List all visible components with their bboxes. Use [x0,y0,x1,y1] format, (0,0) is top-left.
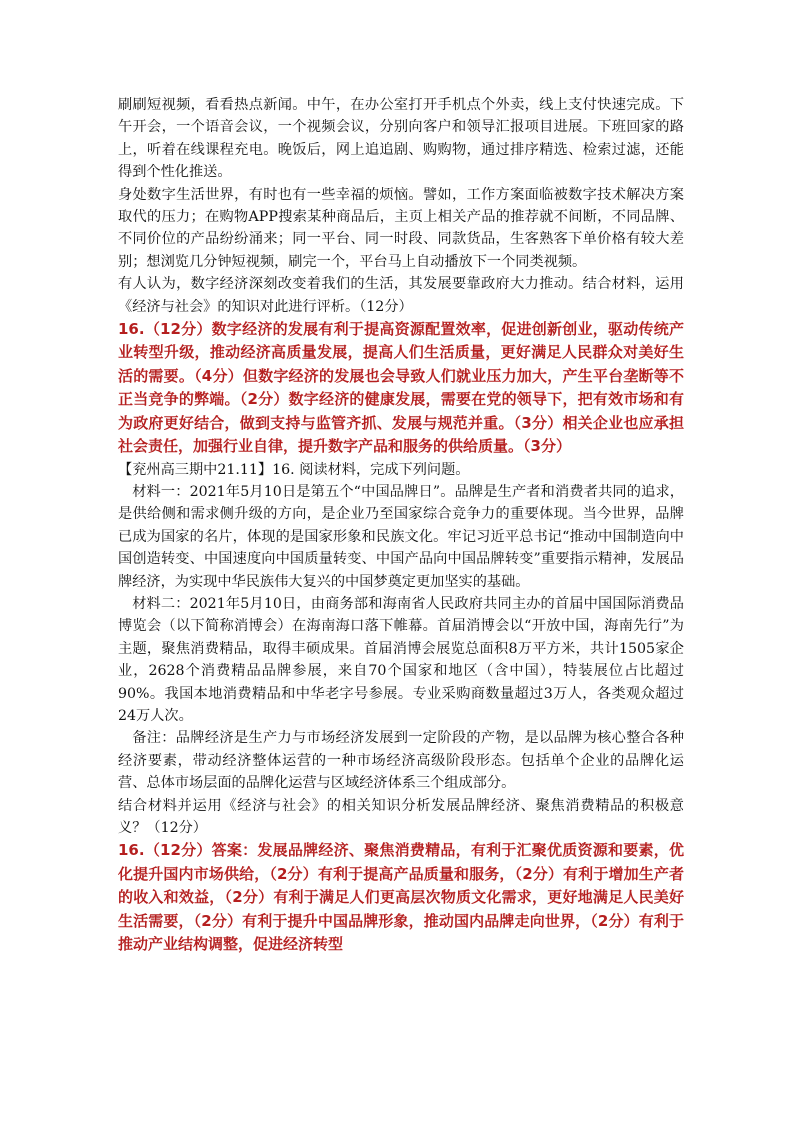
answer-paragraph: 16.（12分）数字经济的发展有利于提高资源配置效率，促进创新创业，驱动传统产业转型升级，推动经济高质量发展，提高人们生活质量，更好满足人民群众对美好生活的需要。（4分）但数字经济的发展也会导致人们就业压力加大，产生平台垄断等不正当竞争的弊端。（2分）数字经济的健康发展，需要在党的领导下，把有效市场和有为政府更好结合，做到支持与监管齐抓、发展与规范并重。（3分）相关企业也应承担社会责任，加强行业自律，提升数字产品和服务的供给质量。（3分） [118,320,684,456]
material-narrative-paragraph: 身处数字生活世界，有时也有一些幸福的烦恼。譬如，工作方案面临被数字技术解决方案取代的压力；在购物APP搜索某种商品后，主页上相关产品的推荐就不间断，不同品牌、不同价位的产品纷纷涌来；同一平台、同一时段、同款货品，生客熟客下单价格有较大差别；想浏览几分钟短视频，刷完一个，平台马上自动播放下一个同类视频。 [118,186,684,270]
answer-paragraph: 16.（12分）答案：发展品牌经济、聚焦消费精品，有利于汇聚优质资源和要素，优化提升国内市场供给，（2分）有利于提高产品质量和服务，（2分）有利于增加生产者的收入和效益，（2分）有利于满足人们更高层次物质文化需求，更好地满足人民美好生活需要，（2分）有利于提升中国品牌形象，推动国内品牌走向世界，（2分）有利于推动产业结构调整，促进经济转型 [118,841,684,954]
question-prompt: 结合材料并运用《经济与社会》的相关知识分析发展品牌经济、聚焦消费精品的积极意义？（12分） [118,797,684,836]
question-header: 【兖州高三期中21.11】16. 阅读材料，完成下列问题。 [118,461,470,478]
material-one-paragraph: 材料一：2021年5月10日是第五个“中国品牌日”。品牌是生产者和消费者共同的追求，是供给侧和需求侧升级的方向，是企业乃至国家综合竞争力的重要体现。当今世界，品牌已成为国家的名片，体现的是国家形象和民族文化。牢记习近平总书记“推动中国制造向中国创造转变、中国速度向中国质量转变、中国产品向中国品牌转变”重要指示精神，发展品牌经济，为实现中华民族伟大复兴的中国梦奠定更加坚实的基础。 [118,483,684,590]
question-prompt: 有人认为，数字经济深刻改变着我们的生活，其发展要靠政府大力推动。结合材料，运用《经济与社会》的知识对此进行评析。（12分） [118,276,684,315]
document-page [118,94,684,956]
material-narrative-paragraph: 刷刷短视频，看看热点新闻。中午，在办公室打开手机点个外卖，线上支付快速完成。下午开会，一个语音会议，一个视频会议，分别向客户和领导汇报项目进展。下班回家的路上，听着在线课程充电。晚饭后，网上追追剧、购购物，通过排序精选、检索过滤，还能得到个性化推送。 [118,97,684,181]
material-two-paragraph: 材料二：2021年5月10日，由商务部和海南省人民政府共同主办的首届中国国际消费品博览会（以下简称消博会）在海南海口落下帷幕。首届消博会以“开放中国，海南先行”为主题，聚焦消费精品，取得丰硕成果。首届消博会展览总面积8万平方米，共计1505家企业，2628个消费精品品牌参展，来自70个国家和地区（含中国），特装展位占比超过90%。我国本地消费精品和中华老字号参展。专业采购商数量超过3万人，各类观众超过24万人次。 [118,595,684,724]
note-paragraph: 备注：品牌经济是生产力与市场经济发展到一定阶段的产物，是以品牌为核心整合各种经济要素，带动经济整体运营的一种市场经济高级阶段形态。包括单个企业的品牌化运营、总体市场层面的品牌化运营与区域经济体系三个组成部分。 [118,730,684,792]
